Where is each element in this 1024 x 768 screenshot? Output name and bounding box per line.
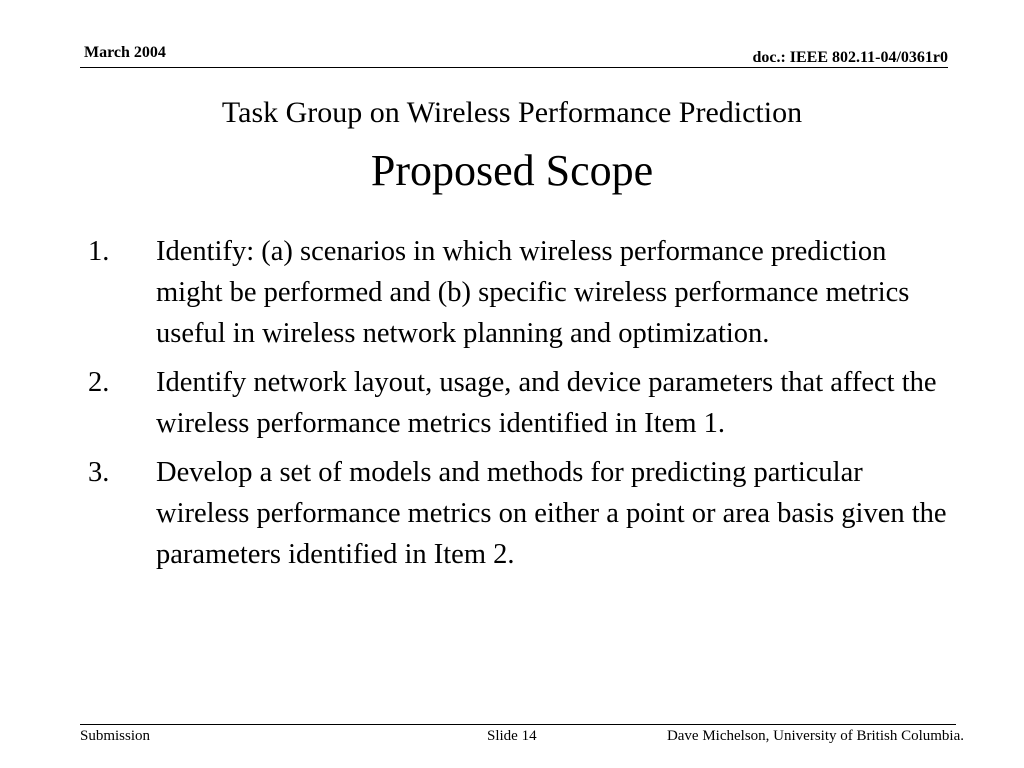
list-item-text: Identify network layout, usage, and device parameters that affect the wireless performance metrics identified in Item 1. [156, 367, 937, 439]
list-item-text: Develop a set of models and methods for predicting particular wireless performance metrics on either a point or area basis given the parameters identified in Item 2. [156, 457, 947, 570]
slide-subtitle: Task Group on Wireless Performance Prediction [221, 96, 803, 129]
list-item-number: 3. [88, 457, 110, 488]
footer-divider [80, 724, 956, 725]
header-doc-id: doc.: IEEE 802.11-04/0361r0 [752, 49, 948, 66]
footer-submission: Submission [80, 728, 151, 744]
header-divider [80, 67, 948, 68]
slide-title: Proposed Scope [370, 146, 654, 195]
list-item [88, 452, 948, 575]
list-item-number: 1. [88, 236, 110, 267]
header-date: March 2004 [84, 44, 166, 61]
list-item [88, 362, 948, 444]
footer-slide-number: Slide 14 [487, 728, 537, 744]
footer-author: Dave Michelson, University of British Columbia. [666, 728, 964, 744]
list-item-text: Identify: (a) scenarios in which wireless performance prediction might be performed and (b) specific wireless performance metrics useful in wireless network planning and optimization. [156, 236, 910, 349]
list-item [88, 231, 948, 354]
scope-list [88, 231, 948, 583]
list-item-number: 2. [88, 367, 110, 398]
